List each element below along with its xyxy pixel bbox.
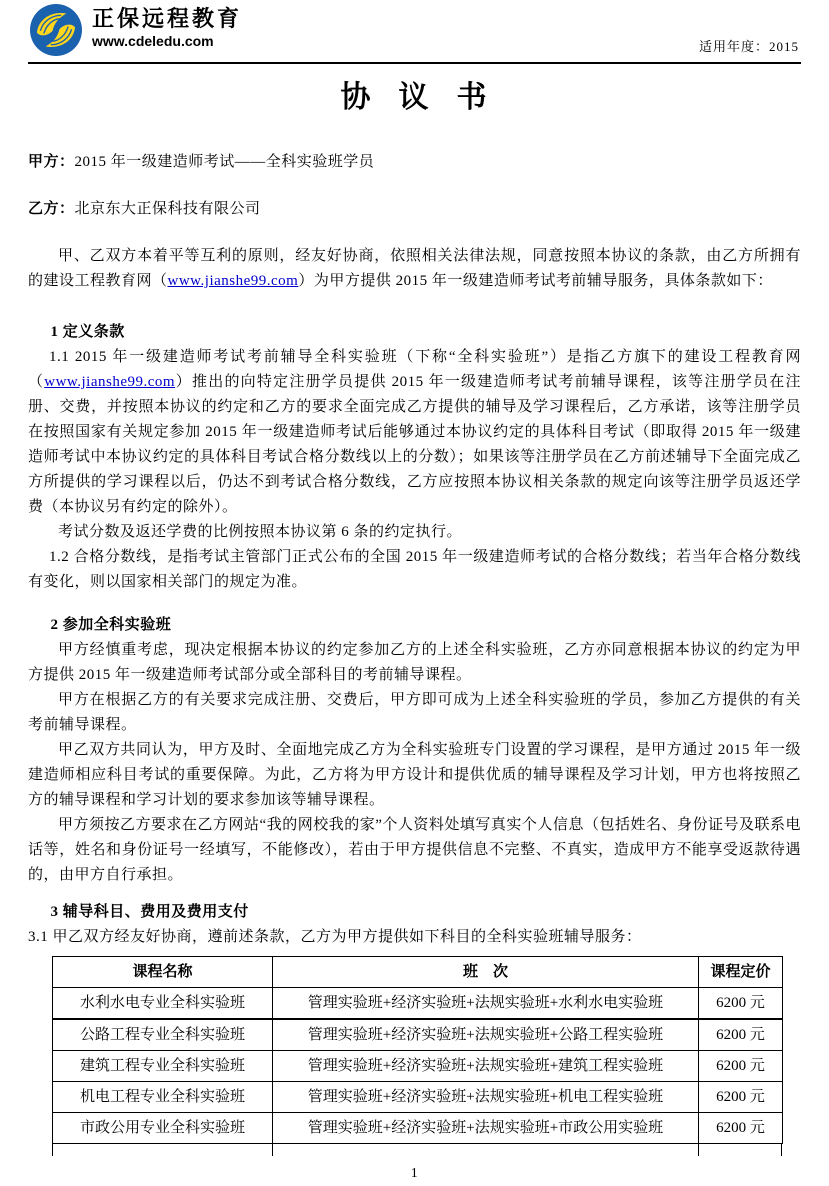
- party-a-label: 甲方：: [28, 154, 75, 170]
- price-cell: 6200 元: [699, 1019, 783, 1051]
- price-cell: 6200 元: [699, 1113, 783, 1144]
- price-cell: 6200 元: [699, 1051, 783, 1082]
- intro-text-post: ）为甲方提供 2015 年一级建造师考试考前辅导服务，具体条款如下：: [298, 273, 773, 289]
- course-cell: 建筑工程专业全科实验班: [53, 1051, 273, 1082]
- clause-2-p4: 甲方须按乙方要求在乙方网站“我的网校我的家”个人资料处填写真实个人信息（包括姓名、身份证号及联系电话等，姓名和身份证号一经填写，不能修改），若由于甲方提供信息不完整、不真实，造成甲方不能享受返款待遇的，由甲方自行承担。: [28, 817, 801, 883]
- brand-url: www.cdeledu.com: [92, 33, 214, 49]
- page-number: 1: [410, 1166, 419, 1181]
- table-continuation-stubs: [52, 1144, 782, 1156]
- table-row: [53, 988, 783, 1020]
- section1-heading: 1 定义条款: [50, 324, 125, 340]
- clause-1-2: 1.2 合格分数线，是指考试主管部门正式公布的全国 2015 年一级建造师考试的合格分数线；若当年合格分数线有变化，则以国家相关部门的规定为准。: [28, 549, 801, 590]
- zhengbao-logo-icon: [30, 4, 82, 56]
- classes-cell: 管理实验班+经济实验班+法规实验班+市政公用实验班: [273, 1113, 699, 1144]
- col-header-course: 课程名称: [53, 957, 273, 988]
- clause-1-1-post: ）推出的向特定注册学员提供 2015 年一级建造师考试考前辅导课程，该等注册学员在注册、交费，并按照本协议的约定和乙方的要求全面完成乙方提供的辅导及学习课程后，乙方承诺，该等注册学员在按照国家有关规定参加 2015 年一级建造师考试后能够通过本协议约定的具体科目考试（即取得 2015 年一级建造师考试中本协议约定的具体科目考试合格分数线以上的分数）；如果该等注册学员在乙方前述辅导下全面完成乙方所提供的学习课程以后，仍达不到考试合格分数线，乙方应按照本协议相关条款的规定向该等注册学员返还学费（本协议另有约定的除外）。: [28, 374, 801, 515]
- table-header-row: [53, 957, 783, 988]
- party-a-line: [28, 150, 801, 175]
- classes-cell: 管理实验班+经济实验班+法规实验班+水利水电实验班: [273, 988, 699, 1020]
- course-cell: 水利水电专业全科实验班: [53, 988, 273, 1020]
- clause-1-1-note: 考试分数及返还学费的比例按照本协议第 6 条的约定执行。: [58, 524, 463, 540]
- clause-1-1-pre: 1.1 2015 年一级建造师考试考前辅导全科实验班（下称“全科实验班”）是指乙方旗下的建设工程教育网（: [28, 349, 801, 390]
- applicable-year: 适用年度：2015: [698, 39, 799, 54]
- intro-paragraph: [28, 244, 801, 294]
- classes-cell: 管理实验班+经济实验班+法规实验班+建筑工程实验班: [273, 1051, 699, 1082]
- clause-2-p2: 甲方在根据乙方的有关要求完成注册、交费后，甲方即可成为上述全科实验班的学员，参加乙方提供的有关考前辅导课程。: [28, 692, 801, 733]
- section2-heading: 2 参加全科实验班: [50, 617, 172, 633]
- table-row: [53, 1019, 783, 1051]
- clause-3-1: 3.1 甲乙双方经友好协商，遵前述条款，乙方为甲方提供如下科目的全科实验班辅导服务：: [28, 929, 642, 945]
- party-b-label: 乙方：: [28, 201, 75, 217]
- classes-cell: 管理实验班+经济实验班+法规实验班+公路工程实验班: [273, 1019, 699, 1051]
- table-row: [53, 1051, 783, 1082]
- jianshe99-link-2[interactable]: www.jianshe99.com: [44, 374, 176, 390]
- document-title: 协 议 书: [340, 81, 489, 114]
- party-a-value: 2015 年一级建造师考试——全科实验班学员: [74, 154, 375, 170]
- intro-text-pre: 甲、乙双方本着平等互利的原则，经友好协商，依照相关法律法规，同意按照本协议的条款，由乙方所拥有的建设工程教育网（: [28, 248, 801, 289]
- clause-2-p3: 甲乙双方共同认为，甲方及时、全面地完成乙方为全科实验班专门设置的学习课程，是甲方通过 2015 年一级建造师相应科目考试的重要保障。为此，乙方将为甲方设计和提供优质的辅导课程及学习计划，甲方也将按照乙方的辅导课程和学习计划的要求参加该等辅导课程。: [28, 742, 801, 808]
- brand-block: [92, 6, 242, 50]
- table-row: [53, 1082, 783, 1113]
- course-cell: 市政公用专业全科实验班: [53, 1113, 273, 1144]
- party-b-line: [28, 197, 801, 222]
- classes-cell: 管理实验班+经济实验班+法规实验班+机电工程实验班: [273, 1082, 699, 1113]
- clause-2-p1: 甲方经慎重考虑，现决定根据本协议的约定参加乙方的上述全科实验班，乙方亦同意根据本协议的约定为甲方提供 2015 年一级建造师考试部分或全部科目的考前辅导课程。: [28, 642, 801, 683]
- section3-heading: 3 辅导科目、费用及费用支付: [50, 904, 249, 920]
- col-header-classes: 班 次: [273, 957, 699, 988]
- party-b-value: 北京东大正保科技有限公司: [74, 201, 261, 217]
- clause-1-1: [28, 345, 801, 520]
- jianshe99-link[interactable]: www.jianshe99.com: [167, 273, 299, 289]
- course-cell: 公路工程专业全科实验班: [53, 1019, 273, 1051]
- brand-name: 正保远程教育: [92, 6, 243, 31]
- document-header: [28, 0, 801, 64]
- table-row: [53, 1113, 783, 1144]
- price-cell: 6200 元: [699, 1082, 783, 1113]
- col-header-price: 课程定价: [699, 957, 783, 988]
- course-cell: 机电工程专业全科实验班: [53, 1082, 273, 1113]
- courses-table: [52, 956, 783, 1144]
- price-cell: 6200 元: [699, 988, 783, 1020]
